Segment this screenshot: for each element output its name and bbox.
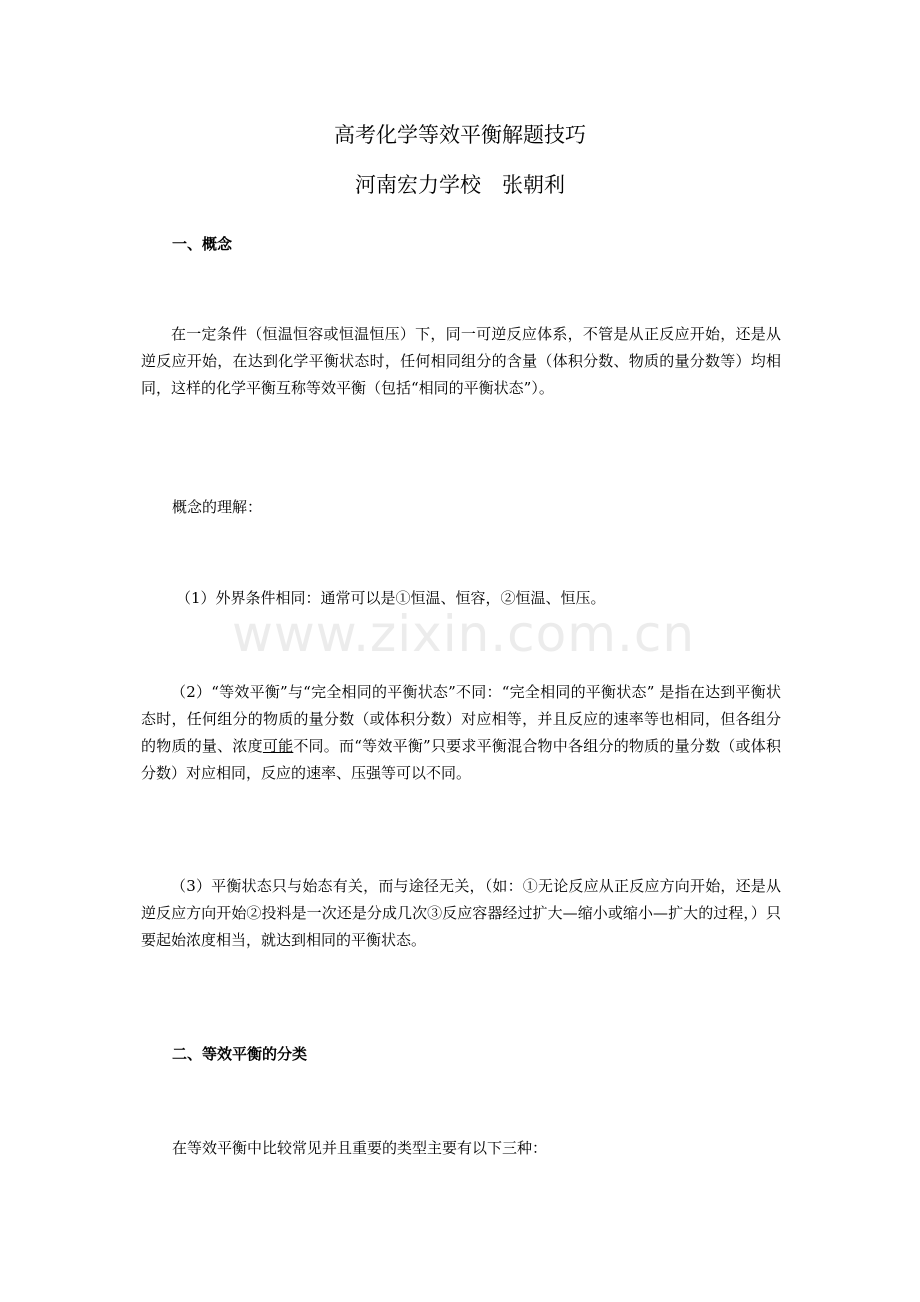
point-2-underlined: 可能 — [262, 737, 294, 755]
definition-paragraph: 在一定条件（恒温恒容或恒温恒压）下，同一可逆反应体系，不管是从正反应开始，还是从逆反应开始，在达到化学平衡状态时，任何相同组分的含量（体积分数、物质的量分数等）均相同，这样的化学平衡互称等效平衡（包括“相同的平衡状态”）。 — [141, 325, 781, 397]
point-2-text-a: （2）“等效平衡”与“完全相同的平衡状态”不同：“完全相同的平衡状态” 是指在达到平衡状态时，任何组分的物质的量分数（或体积分数）对应相等，并且反应的速率等也相同，但各组分的物质的量、浓度 — [141, 683, 781, 755]
section-heading-classification: 二、等效平衡的分类 — [172, 1045, 308, 1063]
point-2 — [141, 679, 781, 787]
point-2-text-b: 不同。而“等效平衡”只要求平衡混合物中各组分的物质的量分数（或体积分数）对应相同，反应的速率、压强等可以不同。 — [141, 737, 781, 782]
point-3: （3）平衡状态只与始态有关，而与途径无关，（如：①无论反应从正反应方向开始，还是从逆反应方向开始②投料是一次还是分成几次③反应容器经过扩大—缩小或缩小—扩大的过程，）只要起始浓度相当，就达到相同的平衡状态。 — [141, 877, 781, 949]
watermark: www.zixin.com.cn — [232, 605, 696, 663]
document-title: 高考化学等效平衡解题技巧 — [334, 123, 586, 147]
point-1: （1）外界条件相同：通常可以是①恒温、恒容，②恒温、恒压。 — [176, 589, 606, 607]
document-author: 河南宏力学校 张朝利 — [355, 173, 565, 197]
classification-intro: 在等效平衡中比较常见并且重要的类型主要有以下三种： — [172, 1139, 548, 1157]
understanding-label: 概念的理解： — [172, 498, 263, 516]
section-heading-concept: 一、概念 — [172, 235, 233, 253]
